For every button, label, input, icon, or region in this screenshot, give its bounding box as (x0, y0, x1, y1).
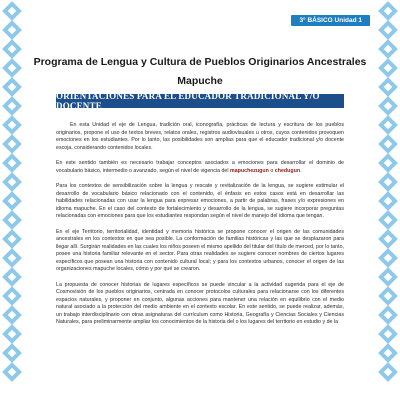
border-motif-icon (2, 96, 22, 116)
paragraph-text: . (300, 167, 302, 174)
border-motif-icon (2, 115, 22, 135)
border-motif-icon (378, 210, 398, 230)
border-motif-icon (2, 153, 22, 173)
border-motif-icon (2, 362, 22, 382)
border-motif-icon (378, 286, 398, 306)
border-motif-icon (378, 362, 398, 382)
border-motif-icon (2, 324, 22, 344)
border-motif-icon (2, 191, 22, 211)
paragraph-text: En este sentido también es necesario trabajar conceptos asociados a emociones para desarrollar el dominio de vocabulario básico, intermedio o avanzado, según el nivel de vigencia del (56, 160, 344, 174)
page-header (24, 0, 376, 32)
body-paragraph: La propuesta de conocer historias de lugares específicos se puede vincular a la actividad sugerida para el eje de Cosmovisión de los pueblos originarios, centrada en conocer protocolos culturales para relacionarse con los diferentes espacios naturales, y proponer en conjunto, algunas acciones para mantener una relación en equilibrio con el medio natural asociado a la protección del medio ambiente en el contexto escolar. En este sentido, se puede realizar, además, un trabajo interdisciplinario con otras asignaturas del currículum como Historia, Geografía y Ciencias Sociales y Ciencias Naturales, para preliminarmente ampliar los conocimientos de la historia del o los lugares del territorio en estudio y de la (56, 281, 344, 325)
term-highlight: mapuchezugun (230, 167, 269, 174)
people-subtitle: Mapuche (177, 75, 223, 87)
border-motif-icon (2, 267, 22, 287)
border-motif-icon (378, 267, 398, 287)
border-motif-icon (378, 324, 398, 344)
border-motif-icon (378, 305, 398, 325)
border-motif-icon (378, 115, 398, 135)
document-body (56, 122, 344, 335)
border-motif-icon (378, 96, 398, 116)
body-paragraph: En el eje Territorio, territorialidad, identidad y memoria histórica se propone conocer el origen de las comunidades ancestrales en los contextos en que sea posible. La conformación de familias históricas y las que se desplazaron para llegar allí. Surgirán realidades en las cuales los niños poseen el mismo apellido del titular del título de merced, por lo tanto, posee una historia familiar relevante en el sector. Para otras realidades se sugiere conocer nombres de ciertos lugares específicos que posean una historia con contenido cultural local; y para los contextos urbanos, conocer el origen de las organizaciones mapuche locales, cómo y por qué se crearon. (56, 228, 344, 272)
border-motif-icon (378, 172, 398, 192)
border-motif-icon (378, 248, 398, 268)
border-motif-icon (2, 172, 22, 192)
border-motif-icon (2, 229, 22, 249)
grade-badge: 3° BÁSICO Unidad 1 (291, 15, 370, 26)
body-paragraph: En esta Unidad el eje de Lengua, tradición oral, iconografía, prácticas de lectura y escritura de los pueblos originarios, propone el uso de textos breves, relatos orales, registros audiovisuales u otros, cuyos contenidos provoquen emociones en los estudiantes. Por lo tanto, las posibilidades son amplias para que el educador tradicional y/o docente escoja, considerando contenidos locales. (56, 122, 344, 151)
border-motif-icon (378, 1, 398, 21)
section-title-bar (56, 91, 344, 111)
border-motif-icon (2, 1, 22, 21)
border-motif-icon (2, 343, 22, 363)
border-motif-icon (2, 20, 22, 40)
border-motif-icon (378, 20, 398, 40)
term-highlight: chedugun (274, 167, 301, 174)
border-motif-icon (378, 191, 398, 211)
border-motif-icon (2, 210, 22, 230)
border-motif-icon (2, 286, 22, 306)
border-motif-icon (378, 343, 398, 363)
border-motif-icon (378, 134, 398, 154)
program-title: Programa de Lengua y Cultura de Pueblos Originarios Ancestrales (33, 56, 367, 68)
border-motif-icon (2, 134, 22, 154)
section-title: ORIENTACIONES PARA EL EDUCADOR TRADICIONAL Y/O DOCENTE (56, 91, 320, 111)
border-motif-icon (378, 153, 398, 173)
border-motif-icon (2, 305, 22, 325)
paragraph-text: o (268, 167, 275, 174)
border-motif-icon (2, 248, 22, 268)
body-paragraph: Para los contextos de sensibilización sobre la lengua y rescate y revitalización de la lengua, se sugiere estimular el desarrollo de vocabulario básico relacionado con el contenido, el énfasis en estos casos está en desarrollar las habilidades relacionadas con usar la lengua para expresar emociones, a partir de palabras, frases y/o expresiones en idioma mapuche. En el caso del contexto de fortalecimiento y desarrollo de la lengua, se sugiere incorporar preguntas relacionadas con emociones para que los estudiantes respondan según el nivel de manejo del idioma que tengan. (56, 183, 344, 219)
body-paragraph (56, 160, 344, 175)
border-motif-icon (378, 229, 398, 249)
